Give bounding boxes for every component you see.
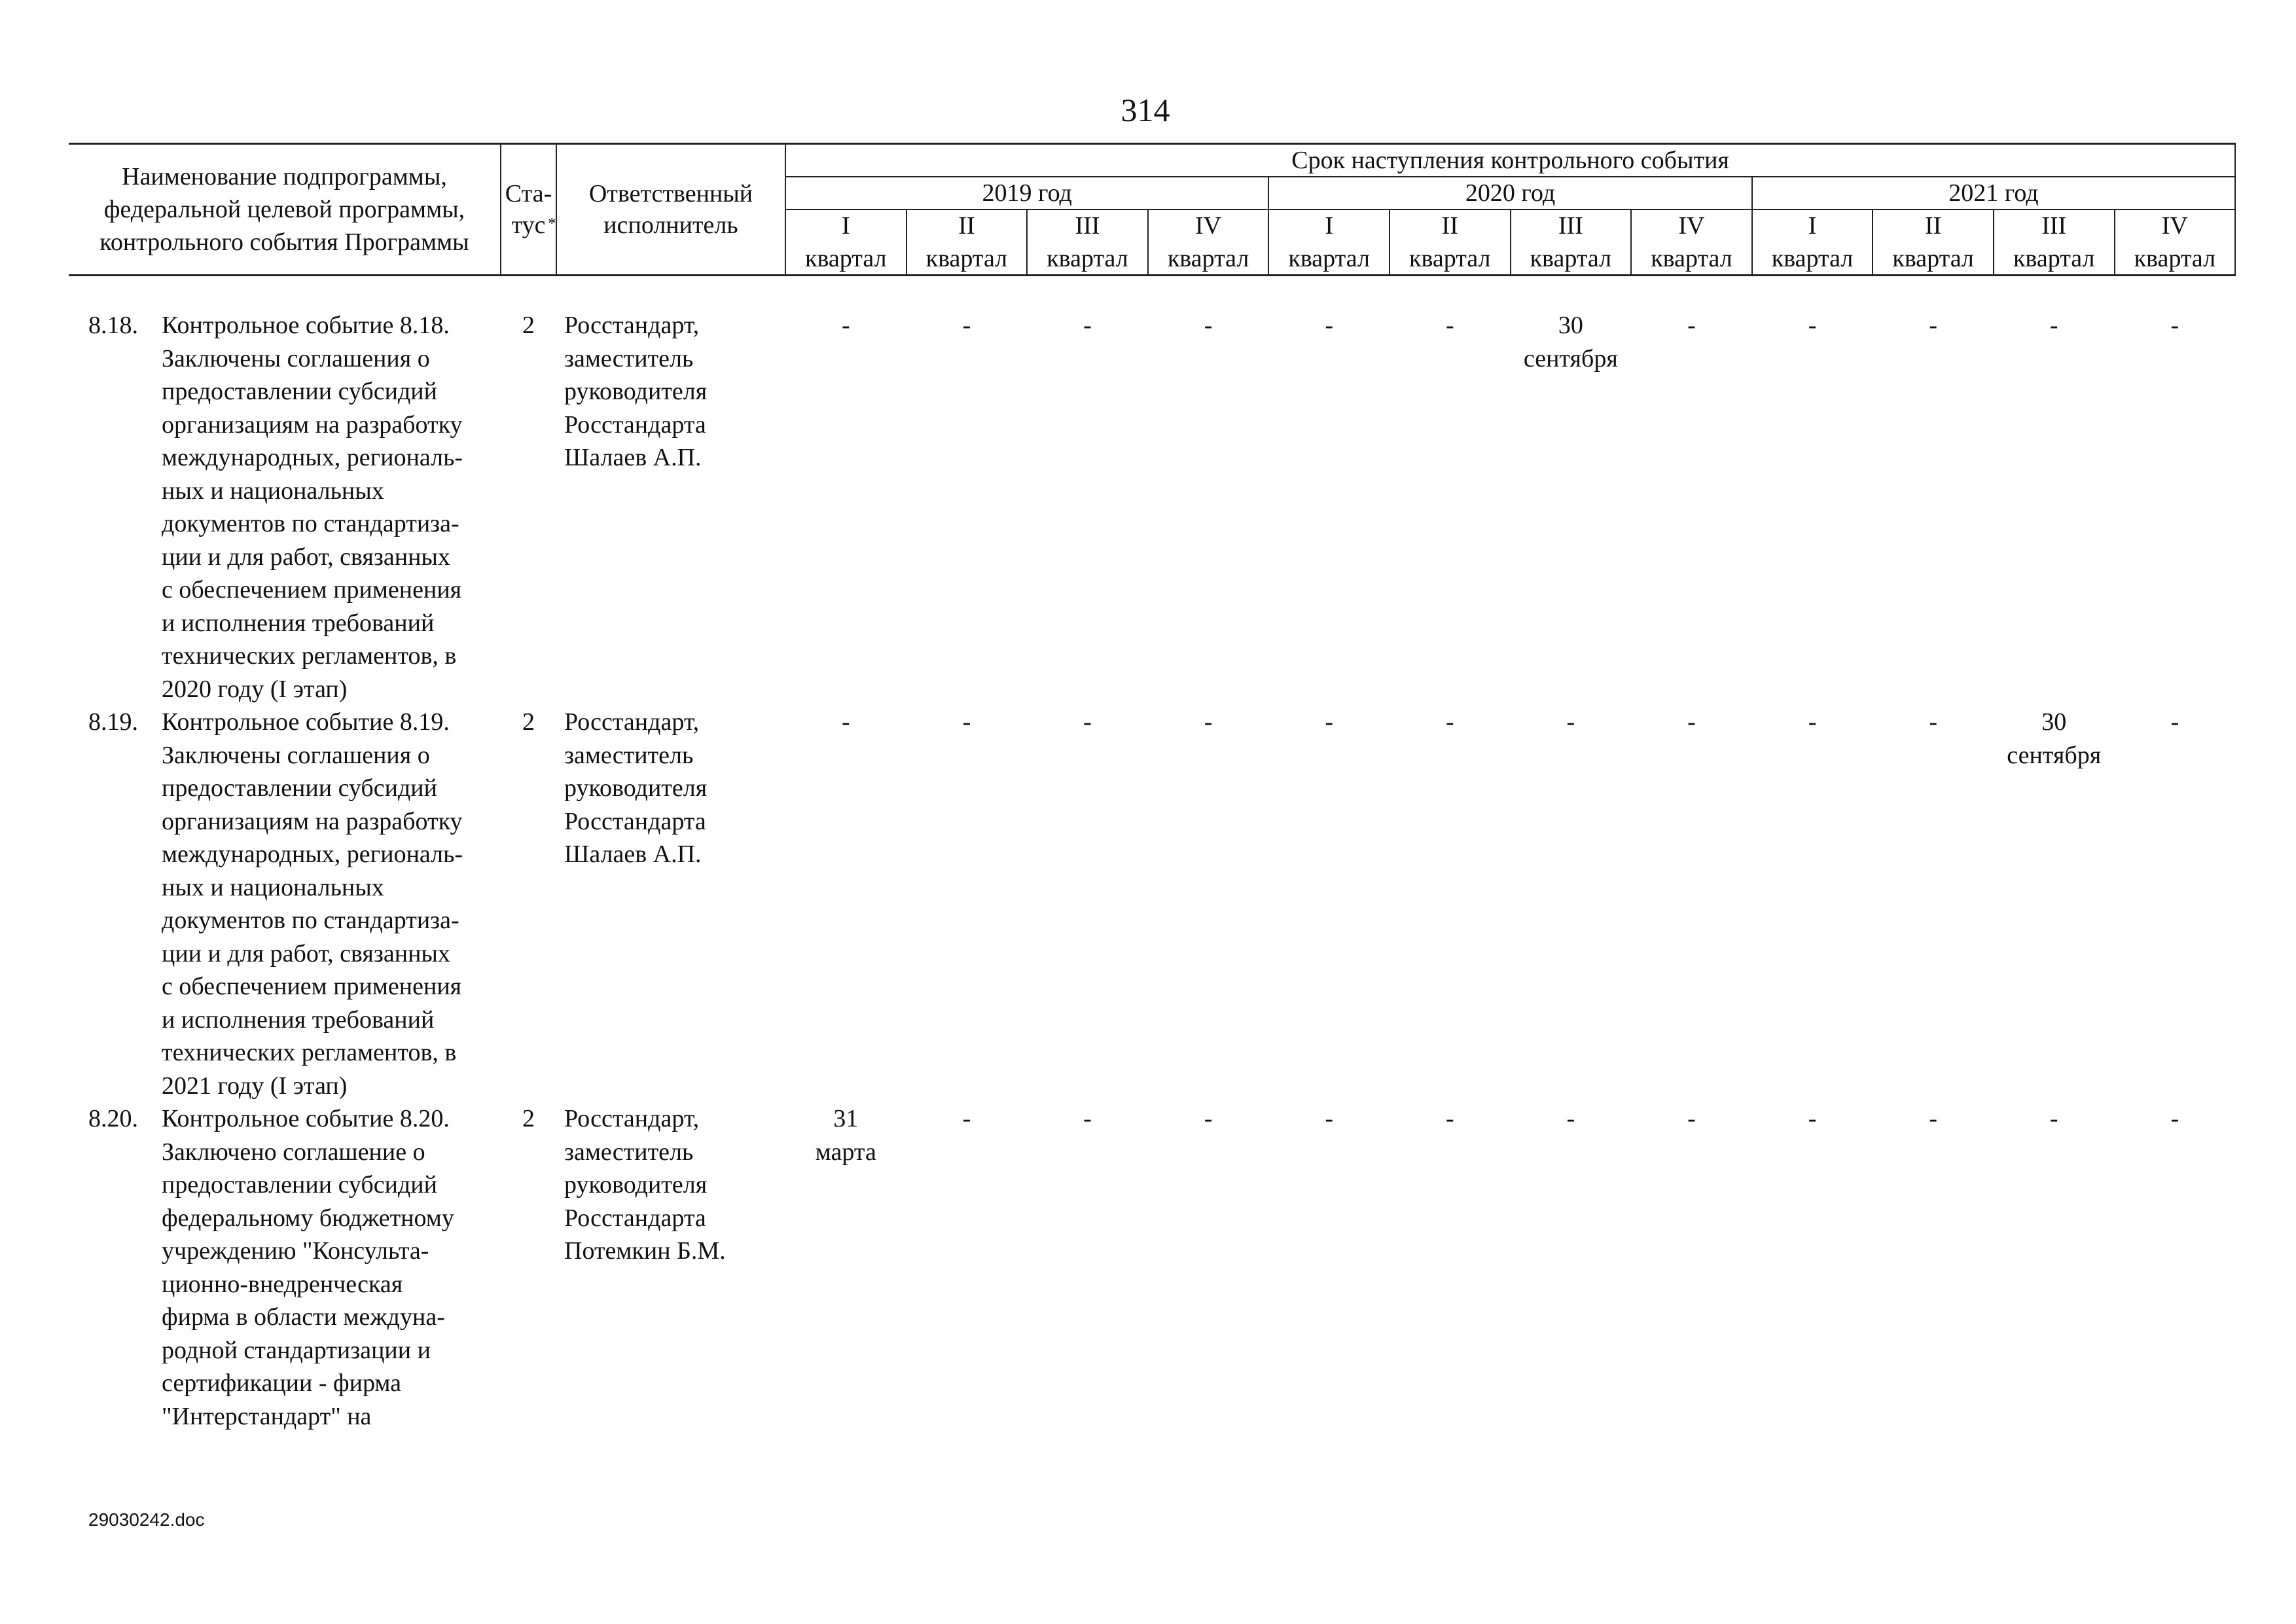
table-header	[69, 144, 2235, 276]
deadline-group-header: Срок наступления контрольного события	[785, 144, 2235, 177]
quarter-word: квартал	[1167, 245, 1249, 272]
quarter-deadline-cell: -	[1687, 1105, 1696, 1132]
quarter-deadline-cell: -	[962, 312, 971, 339]
event-description: Контрольное событие 8.18. Заключены соглашения о предоставлении субсидий организациям на разработку международных, региональ- ных и национальных документов по стандартиза- ции и для работ, связанных с обеспечением применения и исполнения требований технических регламентов, в 2020 году (I этап)	[162, 312, 463, 703]
quarter-numeral: III	[2041, 212, 2067, 240]
quarter-numeral: II	[1924, 212, 1942, 240]
quarter-numeral: I	[1808, 212, 1817, 240]
year-header: 2021 год	[1752, 177, 2235, 209]
quarter-word: квартал	[1288, 245, 1370, 272]
event-name-cell	[69, 309, 501, 706]
quarter-deadline-cell: -	[1083, 1105, 1092, 1132]
quarter-numeral: II	[1441, 212, 1458, 240]
page-number: 314	[1121, 92, 1170, 128]
control-events-table	[69, 143, 2236, 1433]
quarter-deadline-cell: -	[841, 312, 850, 339]
quarter-numeral: IV	[1678, 212, 1705, 240]
quarter-deadline-cell: -	[1083, 312, 1092, 339]
status-column-header	[501, 144, 556, 276]
event-description: Контрольное событие 8.20. Заключено соглашение о предоставлении субсидий федеральному бюджетному учреждению "Консульта- ционно-внедренческая фирма в области междуна- родной стандартизации и сертификации - фирма "Интерстандарт" на	[162, 1105, 454, 1430]
status-cell: 2	[522, 312, 535, 339]
quarter-deadline-cell: -	[1445, 708, 1454, 736]
event-description: Контрольное событие 8.19. Заключены соглашения о предоставлении субсидий организациям на разработку международных, региональ- ных и национальных документов по стандартиза- ции и для работ, связанных с обеспечением применения и исполнения требований технических регламентов, в 2021 году (I этап)	[162, 708, 463, 1100]
quarter-numeral: IV	[1195, 212, 1222, 240]
quarter-deadline-cell: -	[1566, 708, 1575, 736]
quarter-deadline-cell: 30 сентября	[2007, 708, 2102, 769]
quarter-word: квартал	[1530, 245, 1612, 272]
year-header: 2020 год	[1268, 177, 1751, 209]
quarter-word: квартал	[1771, 245, 1854, 272]
quarter-deadline-cell: -	[2170, 708, 2179, 736]
responsible-cell: Росстандарт, заместитель руководителя Росстандарта Потемкин Б.М.	[564, 1105, 726, 1265]
quarter-deadline-cell: -	[1204, 312, 1213, 339]
responsible-cell: Росстандарт, заместитель руководителя Росстандарта Шалаев А.П.	[564, 708, 708, 868]
quarter-numeral: I	[1325, 212, 1333, 240]
quarter-deadline-cell: -	[1325, 1105, 1333, 1132]
table-row	[69, 309, 2235, 706]
quarter-numeral: III	[1075, 212, 1100, 240]
quarter-header	[1873, 209, 1994, 276]
quarter-deadline-cell: -	[1687, 708, 1696, 736]
quarter-word: квартал	[925, 245, 1008, 272]
quarter-deadline-cell: -	[1566, 1105, 1575, 1132]
quarter-word: квартал	[1892, 245, 1974, 272]
quarter-deadline-cell: -	[1083, 708, 1092, 736]
quarter-header	[1631, 209, 1752, 276]
event-name-cell	[69, 1102, 501, 1433]
quarter-deadline-cell: -	[1808, 312, 1817, 339]
event-number: 8.19.	[88, 708, 138, 736]
quarter-header	[1148, 209, 1269, 276]
quarter-header	[1027, 209, 1148, 276]
quarter-deadline-cell: -	[2049, 312, 2058, 339]
quarter-deadline-cell: -	[1445, 1105, 1454, 1132]
quarter-deadline-cell: -	[1929, 312, 1937, 339]
table-row	[69, 706, 2235, 1102]
quarter-deadline-cell: -	[2049, 1105, 2058, 1132]
quarter-deadline-cell: -	[841, 708, 850, 736]
quarter-header	[785, 209, 906, 276]
quarter-deadline-cell: -	[962, 708, 971, 736]
quarter-numeral: III	[1558, 212, 1583, 240]
name-column-header: Наименование подпрограммы, федеральной целевой программы, контрольного события Программы	[69, 144, 501, 276]
quarter-numeral: II	[958, 212, 975, 240]
event-name-cell	[69, 706, 501, 1102]
table-row	[69, 1102, 2235, 1433]
quarter-deadline-cell: -	[1929, 708, 1937, 736]
event-number: 8.20.	[88, 1105, 138, 1132]
quarter-word: квартал	[805, 245, 887, 272]
responsible-column-header: Ответственный исполнитель	[556, 144, 785, 276]
table-body	[69, 276, 2235, 1434]
quarter-deadline-cell: -	[962, 1105, 971, 1132]
quarter-numeral: IV	[2161, 212, 2188, 240]
quarter-deadline-cell: -	[1687, 312, 1696, 339]
quarter-header	[906, 209, 1028, 276]
quarter-word: квартал	[2134, 245, 2216, 272]
quarter-deadline-cell: 31 марта	[815, 1105, 876, 1166]
quarter-header	[2115, 209, 2236, 276]
quarter-header	[1390, 209, 1511, 276]
quarter-header	[1268, 209, 1390, 276]
year-header: 2019 год	[785, 177, 1268, 209]
quarter-header	[1752, 209, 1873, 276]
quarter-deadline-cell: -	[1929, 1105, 1937, 1132]
quarter-numeral: I	[841, 212, 850, 240]
status-cell: 2	[522, 708, 535, 736]
quarter-word: квартал	[1409, 245, 1491, 272]
quarter-deadline-cell: -	[1204, 1105, 1213, 1132]
responsible-cell: Росстандарт, заместитель руководителя Росстандарта Шалаев А.П.	[564, 312, 708, 471]
quarter-deadline-cell: -	[2170, 1105, 2179, 1132]
quarter-deadline-cell: -	[1325, 312, 1333, 339]
status-cell: 2	[522, 1105, 535, 1132]
quarter-word: квартал	[2013, 245, 2095, 272]
quarter-deadline-cell: -	[1325, 708, 1333, 736]
quarter-deadline-cell: -	[1808, 1105, 1817, 1132]
quarter-header	[1994, 209, 2115, 276]
quarter-deadline-cell: -	[1808, 708, 1817, 736]
quarter-deadline-cell: -	[1204, 708, 1213, 736]
quarter-deadline-cell: -	[2170, 312, 2179, 339]
quarter-deadline-cell: 30 сентября	[1523, 312, 1618, 372]
document-filename: 29030242.doc	[88, 1509, 205, 1530]
quarter-deadline-cell: -	[1445, 312, 1454, 339]
status-header-label: Ста- тус	[505, 180, 552, 239]
status-footnote-mark: *	[548, 215, 556, 232]
quarter-header	[1511, 209, 1632, 276]
quarter-word: квартал	[1047, 245, 1128, 272]
quarter-word: квартал	[1651, 245, 1732, 272]
event-number: 8.18.	[88, 312, 138, 339]
